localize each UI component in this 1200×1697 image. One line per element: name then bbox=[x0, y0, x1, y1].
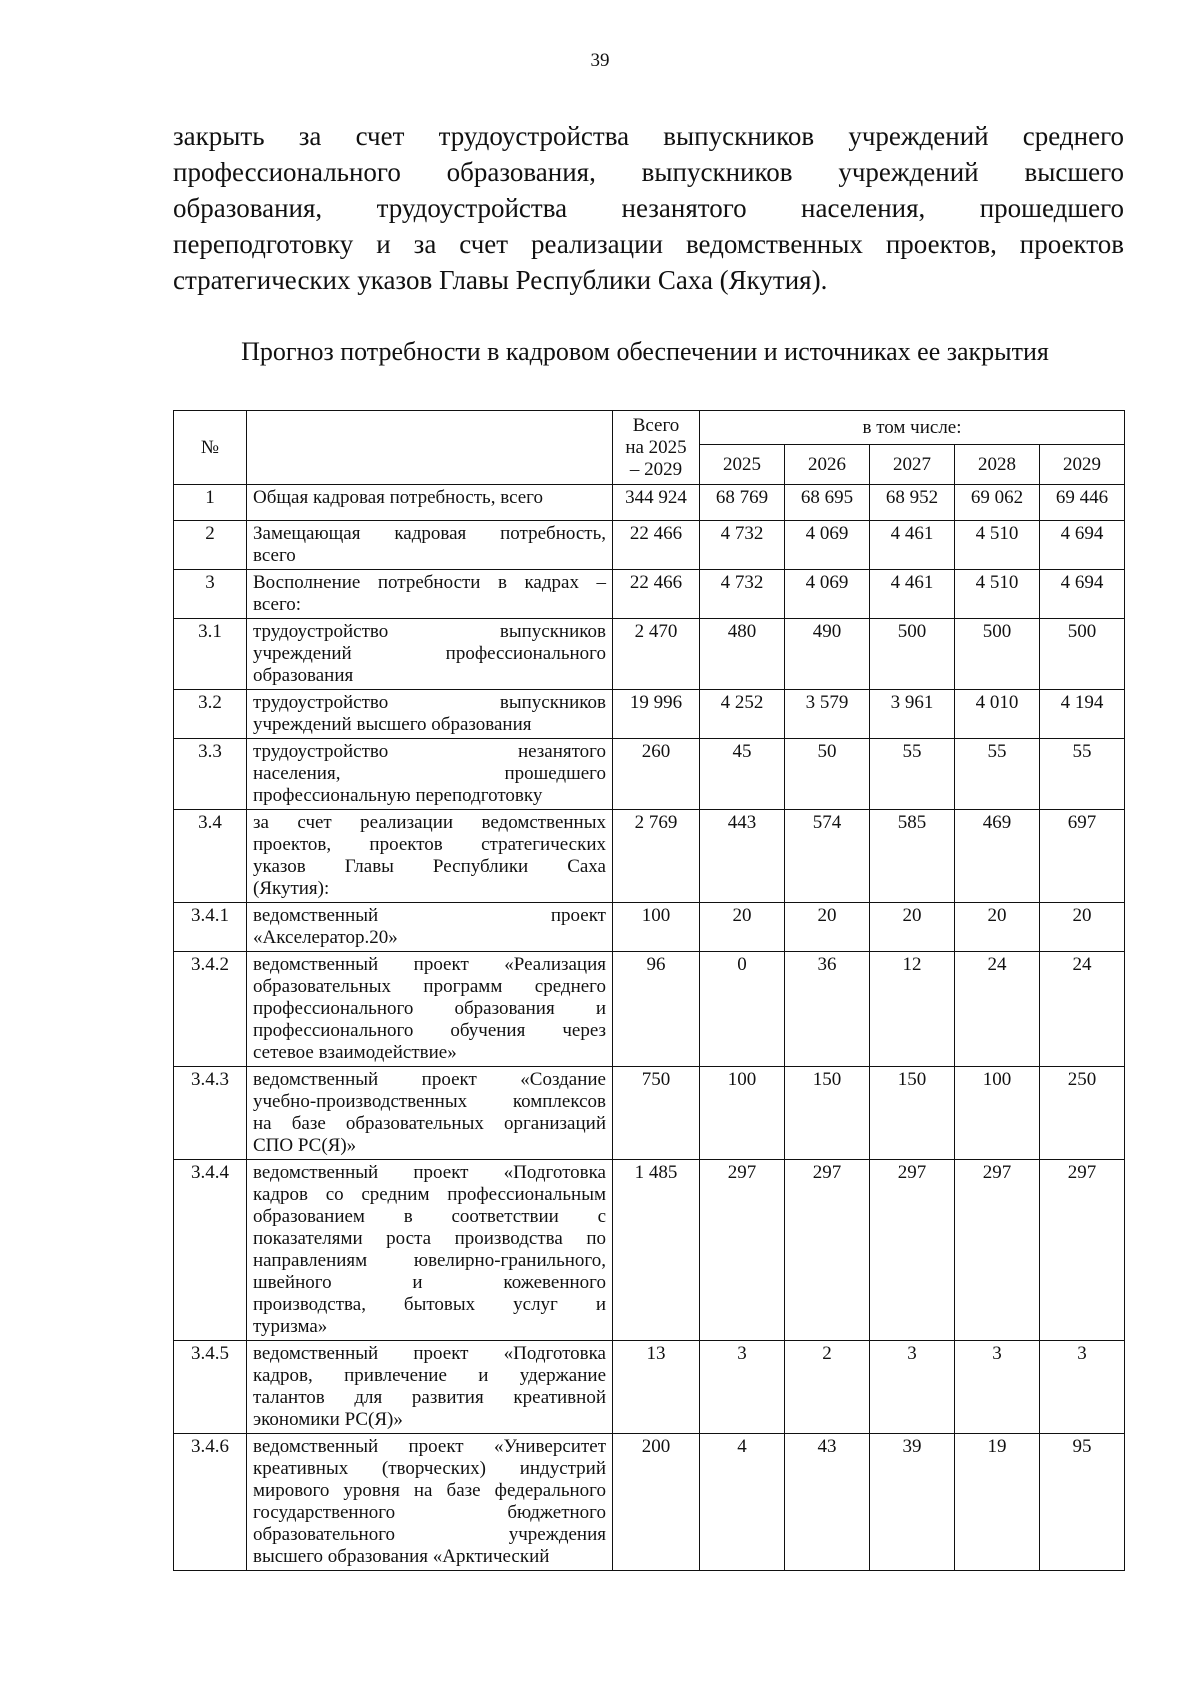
row-description-line: учебно-производственных комплексов bbox=[253, 1091, 606, 1112]
table-row bbox=[174, 1067, 1125, 1160]
row-description-line: «Акселератор.20» bbox=[253, 927, 398, 948]
row-total-value: 13 bbox=[613, 1341, 700, 1434]
row-description-line: проектов, проектов стратегических bbox=[253, 834, 606, 855]
row-description bbox=[247, 1341, 613, 1434]
row-year-value: 55 bbox=[955, 739, 1040, 810]
table-row bbox=[174, 1341, 1125, 1434]
row-year-value: 3 579 bbox=[785, 690, 870, 739]
row-year-value: 297 bbox=[955, 1160, 1040, 1341]
row-description bbox=[247, 521, 613, 570]
table-row bbox=[174, 903, 1125, 952]
row-total-value: 19 996 bbox=[613, 690, 700, 739]
row-year-value: 297 bbox=[700, 1160, 785, 1341]
row-year-value: 24 bbox=[1040, 952, 1125, 1067]
row-number: 3.2 bbox=[174, 690, 247, 739]
row-description-line: Восполнение потребности в кадрах – bbox=[253, 572, 606, 593]
row-total-value: 100 bbox=[613, 903, 700, 952]
row-description-line: учреждений высшего образования bbox=[253, 714, 532, 735]
row-year-value: 4 510 bbox=[955, 521, 1040, 570]
row-description-line: ведомственный проект «Создание bbox=[253, 1069, 606, 1090]
table-row bbox=[174, 739, 1125, 810]
row-year-value: 150 bbox=[870, 1067, 955, 1160]
row-description bbox=[247, 1067, 613, 1160]
row-year-value: 45 bbox=[700, 739, 785, 810]
row-total-value: 750 bbox=[613, 1067, 700, 1160]
intro-line: профессионального образования, выпускников учреждений высшего bbox=[173, 157, 1124, 187]
row-description bbox=[247, 1160, 613, 1341]
table-row bbox=[174, 619, 1125, 690]
row-description-line: образовательных программ среднего bbox=[253, 976, 606, 997]
row-year-value: 12 bbox=[870, 952, 955, 1067]
row-total-value: 22 466 bbox=[613, 570, 700, 619]
row-year-value: 4 194 bbox=[1040, 690, 1125, 739]
row-number: 3.4 bbox=[174, 810, 247, 903]
row-description-line: профессиональную переподготовку bbox=[253, 785, 543, 806]
header-including: в том числе: bbox=[700, 411, 1125, 445]
row-year-value: 297 bbox=[785, 1160, 870, 1341]
row-description bbox=[247, 903, 613, 952]
row-number: 3.3 bbox=[174, 739, 247, 810]
row-description-line: кадров со средним профессиональным bbox=[253, 1184, 606, 1205]
row-year-value: 4 694 bbox=[1040, 570, 1125, 619]
row-description-line: кадров, привлечение и удержание bbox=[253, 1365, 606, 1386]
header-number: № bbox=[174, 411, 247, 485]
row-year-value: 69 446 bbox=[1040, 485, 1125, 521]
row-number: 3.4.4 bbox=[174, 1160, 247, 1341]
row-description-line: талантов для развития креативной bbox=[253, 1387, 606, 1408]
row-year-value: 3 bbox=[1040, 1341, 1125, 1434]
row-description-line: туризма» bbox=[253, 1316, 328, 1337]
row-year-value: 68 952 bbox=[870, 485, 955, 521]
table-row bbox=[174, 810, 1125, 903]
row-year-value: 3 bbox=[955, 1341, 1040, 1434]
row-total-value: 1 485 bbox=[613, 1160, 700, 1341]
row-description bbox=[247, 485, 613, 521]
row-year-value: 250 bbox=[1040, 1067, 1125, 1160]
row-year-value: 24 bbox=[955, 952, 1040, 1067]
row-description-line: за счет реализации ведомственных bbox=[253, 812, 606, 833]
header-year: 2029 bbox=[1040, 445, 1125, 485]
row-description bbox=[247, 619, 613, 690]
row-description-line: производства, бытовых услуг и bbox=[253, 1294, 606, 1315]
row-year-value: 4 bbox=[700, 1434, 785, 1571]
row-year-value: 697 bbox=[1040, 810, 1125, 903]
row-year-value: 20 bbox=[870, 903, 955, 952]
row-description-line: швейного и кожевенного bbox=[253, 1272, 606, 1293]
row-description-line: учреждений профессионального bbox=[253, 643, 606, 664]
row-description-line: ведомственный проект «Реализация bbox=[253, 954, 606, 975]
row-year-value: 20 bbox=[1040, 903, 1125, 952]
row-year-value: 150 bbox=[785, 1067, 870, 1160]
row-total-value: 200 bbox=[613, 1434, 700, 1571]
row-year-value: 3 961 bbox=[870, 690, 955, 739]
row-number: 3.4.5 bbox=[174, 1341, 247, 1434]
row-description-line: экономики РС(Я)» bbox=[253, 1409, 403, 1430]
table-row bbox=[174, 690, 1125, 739]
row-description-line: на базе образовательных организаций bbox=[253, 1113, 606, 1134]
header-total-line: на 2025 bbox=[625, 436, 687, 458]
row-description-line: (Якутия): bbox=[253, 878, 330, 899]
row-year-value: 4 694 bbox=[1040, 521, 1125, 570]
row-year-value: 297 bbox=[870, 1160, 955, 1341]
row-description-line: показателями роста производства по bbox=[253, 1228, 606, 1249]
row-year-value: 469 bbox=[955, 810, 1040, 903]
table-row bbox=[174, 521, 1125, 570]
row-year-value: 443 bbox=[700, 810, 785, 903]
row-description bbox=[247, 570, 613, 619]
header-description bbox=[247, 411, 613, 485]
row-description-line: образованием в соответствии с bbox=[253, 1206, 606, 1227]
row-description-line: всего bbox=[253, 545, 296, 566]
row-total-value: 2 769 bbox=[613, 810, 700, 903]
table-row bbox=[174, 1160, 1125, 1341]
row-year-value: 4 069 bbox=[785, 570, 870, 619]
row-total-value: 96 bbox=[613, 952, 700, 1067]
row-year-value: 20 bbox=[785, 903, 870, 952]
row-description-line: ведомственный проект «Подготовка bbox=[253, 1343, 606, 1364]
intro-line: образования, трудоустройства незанятого населения, прошедшего bbox=[173, 193, 1124, 223]
header-year: 2028 bbox=[955, 445, 1040, 485]
row-number: 3.4.1 bbox=[174, 903, 247, 952]
intro-line: закрыть за счет трудоустройства выпускников учреждений среднего bbox=[173, 121, 1124, 151]
row-year-value: 36 bbox=[785, 952, 870, 1067]
row-year-value: 4 252 bbox=[700, 690, 785, 739]
row-total-value: 2 470 bbox=[613, 619, 700, 690]
row-description-line: профессионального образования и bbox=[253, 998, 606, 1019]
row-number: 3.4.6 bbox=[174, 1434, 247, 1571]
row-year-value: 4 732 bbox=[700, 570, 785, 619]
row-year-value: 4 732 bbox=[700, 521, 785, 570]
row-description-line: Замещающая кадровая потребность, bbox=[253, 523, 606, 544]
row-year-value: 3 bbox=[870, 1341, 955, 1434]
row-year-value: 4 010 bbox=[955, 690, 1040, 739]
row-year-value: 43 bbox=[785, 1434, 870, 1571]
row-description-line: креативных (творческих) индустрий bbox=[253, 1458, 606, 1479]
row-number: 3.4.2 bbox=[174, 952, 247, 1067]
row-description bbox=[247, 1434, 613, 1571]
row-number: 3.4.3 bbox=[174, 1067, 247, 1160]
row-total-value: 260 bbox=[613, 739, 700, 810]
row-description-line: трудоустройство незанятого bbox=[253, 741, 606, 762]
row-year-value: 20 bbox=[700, 903, 785, 952]
row-description-line: сетевое взаимодействие» bbox=[253, 1042, 457, 1063]
row-number: 2 bbox=[174, 521, 247, 570]
row-year-value: 585 bbox=[870, 810, 955, 903]
table-row bbox=[174, 570, 1125, 619]
row-description-line: направлениям ювелирно-гранильного, bbox=[253, 1250, 606, 1271]
row-year-value: 68 695 bbox=[785, 485, 870, 521]
row-year-value: 69 062 bbox=[955, 485, 1040, 521]
row-description-line: ведомственный проект «Подготовка bbox=[253, 1162, 606, 1183]
row-year-value: 0 bbox=[700, 952, 785, 1067]
row-year-value: 574 bbox=[785, 810, 870, 903]
row-year-value: 4 461 bbox=[870, 570, 955, 619]
row-description-line: ведомственный проект bbox=[253, 905, 606, 926]
row-year-value: 95 bbox=[1040, 1434, 1125, 1571]
table-row bbox=[174, 952, 1125, 1067]
row-year-value: 20 bbox=[955, 903, 1040, 952]
row-description-line: государственного бюджетного bbox=[253, 1502, 606, 1523]
row-description-line: трудоустройство выпускников bbox=[253, 692, 606, 713]
row-year-value: 68 769 bbox=[700, 485, 785, 521]
header-year: 2027 bbox=[870, 445, 955, 485]
row-year-value: 50 bbox=[785, 739, 870, 810]
row-year-value: 480 bbox=[700, 619, 785, 690]
row-number: 3.1 bbox=[174, 619, 247, 690]
row-total-value: 22 466 bbox=[613, 521, 700, 570]
table-title: Прогноз потребности в кадровом обеспечении и источниках ее закрытия bbox=[241, 337, 1049, 366]
table-row bbox=[174, 485, 1125, 521]
row-number: 3 bbox=[174, 570, 247, 619]
row-number: 1 bbox=[174, 485, 247, 521]
row-description-line: ведомственный проект «Университет bbox=[253, 1436, 606, 1457]
header-total bbox=[613, 411, 700, 485]
intro-line: переподготовку и за счет реализации ведомственных проектов, проектов bbox=[173, 229, 1124, 259]
row-year-value: 39 bbox=[870, 1434, 955, 1571]
row-description-line: высшего образования «Арктический bbox=[253, 1546, 550, 1567]
row-description bbox=[247, 952, 613, 1067]
header-total-line: Всего bbox=[632, 414, 680, 436]
row-description bbox=[247, 810, 613, 903]
row-year-value: 55 bbox=[1040, 739, 1125, 810]
row-year-value: 500 bbox=[1040, 619, 1125, 690]
row-year-value: 4 510 bbox=[955, 570, 1040, 619]
page-number: 39 bbox=[590, 50, 610, 71]
row-year-value: 2 bbox=[785, 1341, 870, 1434]
row-description-line: образования bbox=[253, 665, 354, 686]
row-year-value: 100 bbox=[700, 1067, 785, 1160]
row-description-line: Общая кадровая потребность, всего bbox=[253, 487, 544, 508]
row-year-value: 19 bbox=[955, 1434, 1040, 1571]
row-year-value: 490 bbox=[785, 619, 870, 690]
row-description bbox=[247, 739, 613, 810]
intro-line: стратегических указов Главы Республики Саха (Якутия). bbox=[173, 265, 828, 295]
row-description-line: профессионального обучения через bbox=[253, 1020, 606, 1041]
forecast-table bbox=[173, 410, 1125, 1571]
header-total-line: – 2029 bbox=[629, 458, 683, 480]
row-year-value: 500 bbox=[955, 619, 1040, 690]
table-row bbox=[174, 1434, 1125, 1571]
row-total-value: 344 924 bbox=[613, 485, 700, 521]
intro-paragraph bbox=[173, 118, 1124, 298]
row-year-value: 500 bbox=[870, 619, 955, 690]
row-description-line: указов Главы Республики Саха bbox=[253, 856, 606, 877]
header-year: 2025 bbox=[700, 445, 785, 485]
row-description-line: всего: bbox=[253, 594, 302, 615]
row-description-line: мирового уровня на базе федерального bbox=[253, 1480, 606, 1501]
row-description-line: образовательного учреждения bbox=[253, 1524, 606, 1545]
row-year-value: 4 069 bbox=[785, 521, 870, 570]
row-year-value: 55 bbox=[870, 739, 955, 810]
row-year-value: 4 461 bbox=[870, 521, 955, 570]
row-description-line: трудоустройство выпускников bbox=[253, 621, 606, 642]
row-description-line: СПО РС(Я)» bbox=[253, 1135, 357, 1156]
row-year-value: 297 bbox=[1040, 1160, 1125, 1341]
row-year-value: 3 bbox=[700, 1341, 785, 1434]
row-description bbox=[247, 690, 613, 739]
header-year: 2026 bbox=[785, 445, 870, 485]
row-year-value: 100 bbox=[955, 1067, 1040, 1160]
row-description-line: населения, прошедшего bbox=[253, 763, 606, 784]
